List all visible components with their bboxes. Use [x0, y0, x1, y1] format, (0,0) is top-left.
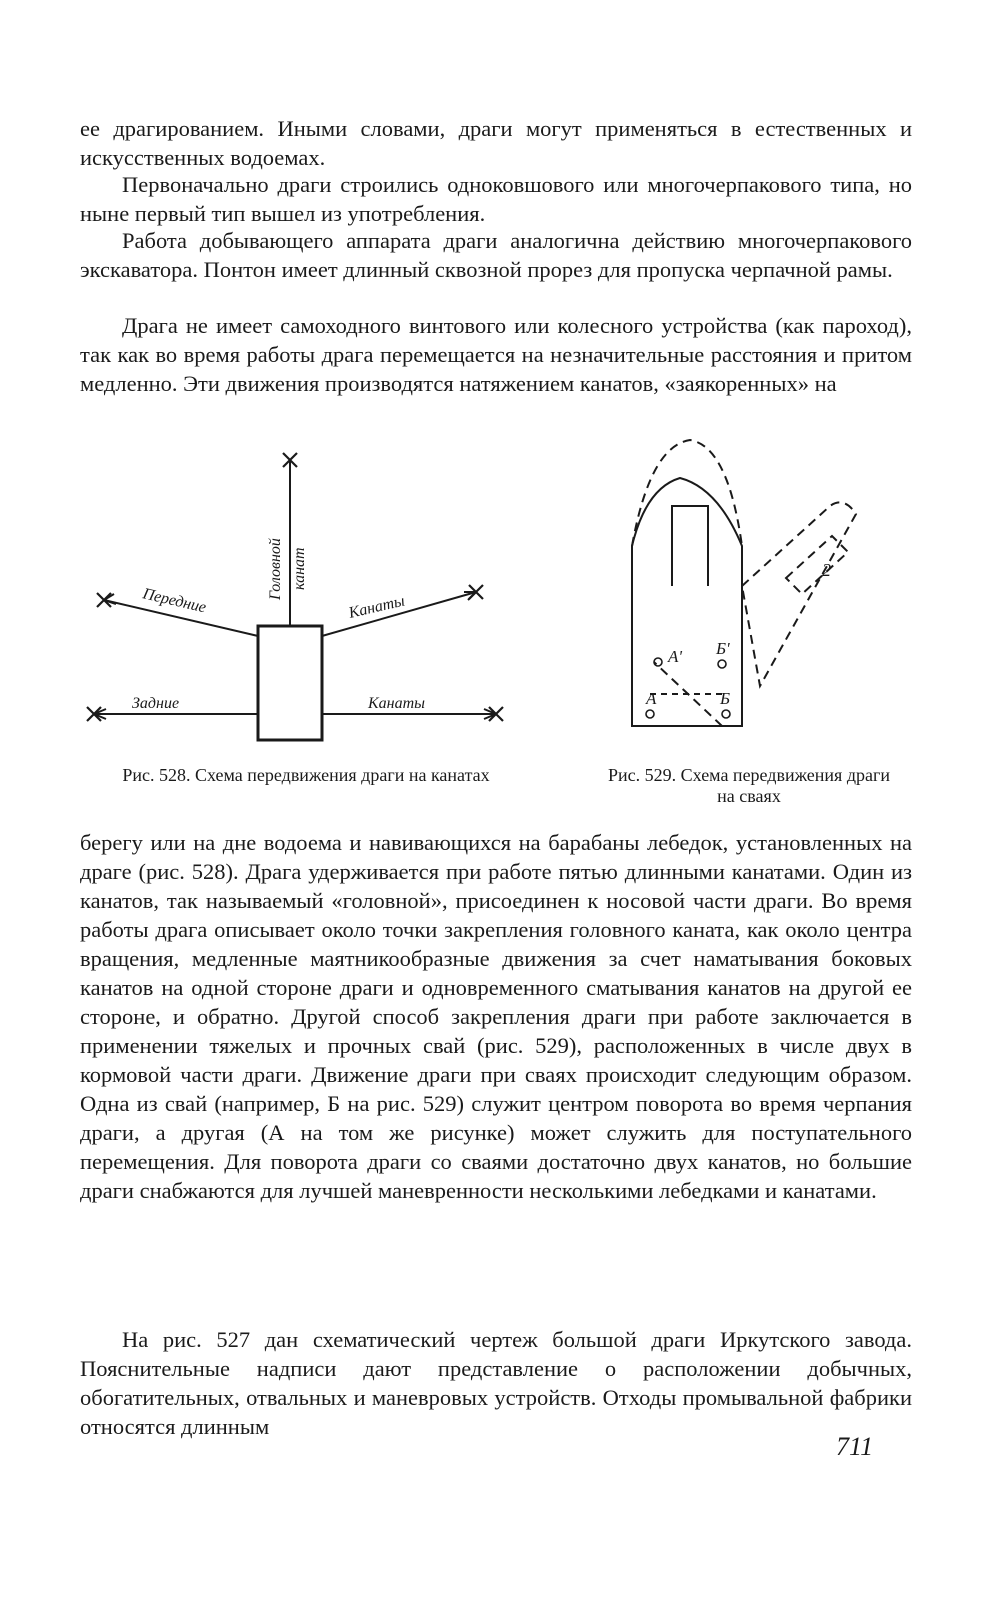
- paragraph-3: Работа добывающего аппарата драги аналогична действию многочерпакового экскаватора. Понтон имеет длинный сквозной прорез для пропуска черпачной рамы.: [80, 228, 912, 282]
- label-ropes-upper: Канаты: [347, 592, 407, 622]
- spud-b-prime: [718, 660, 726, 668]
- spud-a: [646, 710, 654, 718]
- label-head-rope-1: Головной: [267, 538, 284, 600]
- paragraph-6: На рис. 527 дан схематический чертеж большой драги Иркутского завода. Пояснительные надписи дают представление о расположении добычных, обогатительных, отвальных и маневровых устройств. Отходы промывальной фабрики относятся длинным: [80, 1327, 912, 1439]
- label-ropes-lower: Канаты: [368, 695, 425, 712]
- label-front: Передние: [141, 585, 208, 617]
- paragraph-1: ее драгированием. Иными словами, драги могут применяться в естественных и искусственных водоемах.: [80, 116, 912, 170]
- page-number: 711: [836, 1432, 874, 1461]
- figure-529-spud-scheme: [610, 436, 890, 756]
- label-two: 2: [822, 560, 831, 580]
- label-head-rope-2: канат: [291, 547, 308, 590]
- spud-b: [722, 710, 730, 718]
- pontoon-outline-dashed: [632, 440, 742, 546]
- figure-528-rope-scheme: [80, 440, 540, 760]
- label-rear: Задние: [132, 695, 180, 712]
- paragraph-4: Драга не имеет самоходного винтового или колесного устройства (как пароход), так как во время работы драга перемещается на незначительные расстояния и притом медленно. Эти движения производятся натяжением канатов, «заякоренных» на: [80, 313, 912, 396]
- ladder-slot: [672, 506, 708, 586]
- paragraph-5: берегу или на дне водоема и навивающихся на барабаны лебедок, установленных на драге (рис. 528). Драга удерживается при работе пятью длинными канатами. Один из канатов, так называемый «головной», присоединен к носовой части драги. Во время работы драга описывает около точки закрепления головного каната, как около центра вращения, медленные маятникообразные движения за счет наматывания боковых канатов на одной стороне драги и одновременного сматывания канатов на другой ее стороне, и обратно. Другой способ закрепления драги при работе заключается в применении тяжелых и прочных свай (рис. 529), расположенных в числе двух в кормовой части драги. Движение драги при сваях происходит следующим образом. Одна из свай (например, Б на рис. 529) служит центром поворота во время черпания драги, а другая (А на том же рисунке) может служить для поступательного перемещения. Для поворота драги со сваями достаточно двух канатов, но большие драги снабжаются для лучшей маневренности несколькими лебедками и канатами.: [80, 830, 912, 1203]
- figure-529-caption: Рис. 529. Схема передвижения драги на сваях: [608, 765, 890, 806]
- label-a-prime: А': [668, 647, 683, 666]
- label-b-prime: Б': [716, 639, 730, 658]
- label-b: Б: [720, 689, 731, 708]
- figure-528-caption: Рис. 528. Схема передвижения драги на канатах: [122, 765, 490, 785]
- dredge-pontoon: [258, 626, 322, 740]
- turned-pontoon-dashed: [654, 502, 856, 726]
- label-a: А: [646, 689, 657, 708]
- paragraph-2: Первоначально драги строились одноковшового или многочерпакового типа, но ныне первый тип вышел из употребления.: [80, 172, 912, 226]
